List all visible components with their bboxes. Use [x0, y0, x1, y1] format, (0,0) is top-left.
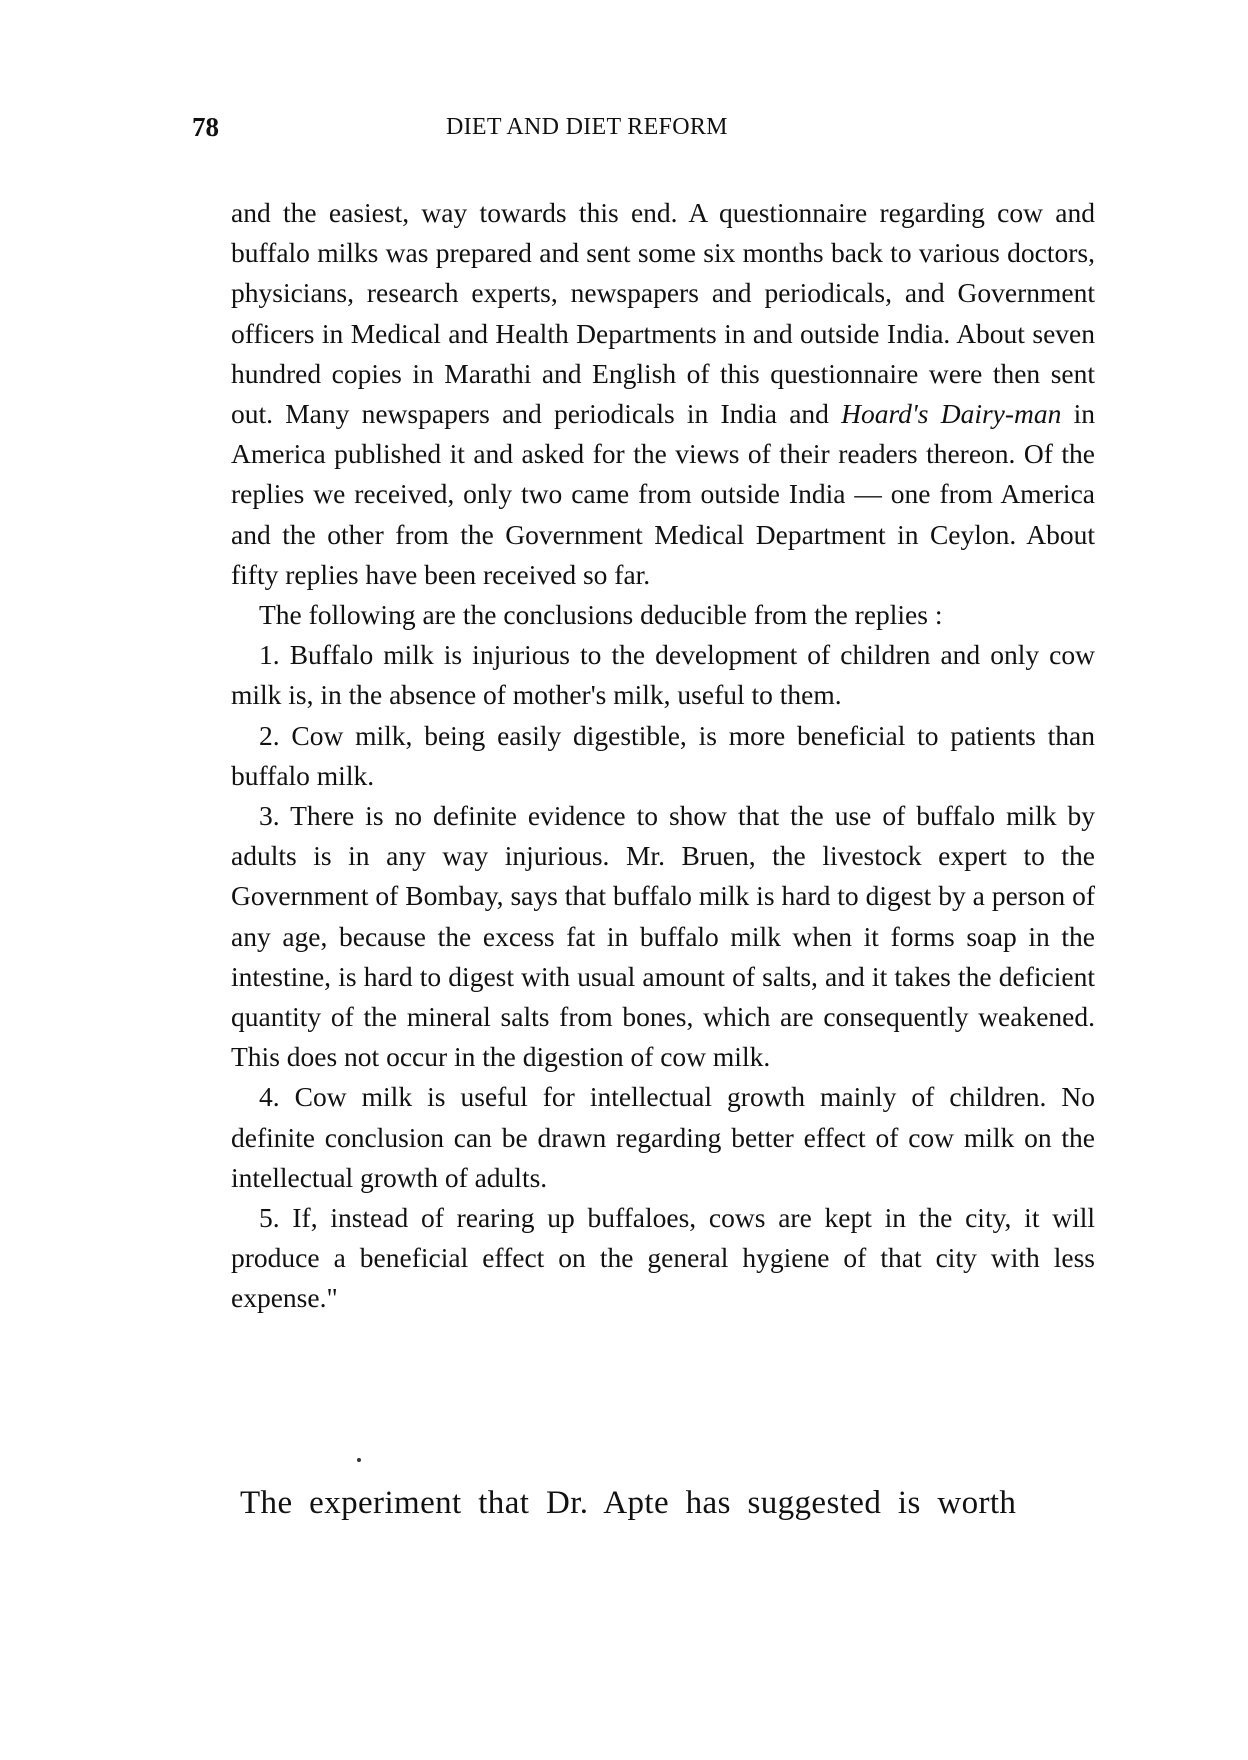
ink-speck [357, 1458, 361, 1462]
closing-line: The experiment that Dr. Apte has suggested is worth [240, 1485, 1017, 1521]
conclusion-item-3: 3. There is no definite evidence to show that the use of buffalo milk by adults is in any way injurious. Mr. Bruen, the livestock expert to the Government of Bombay, says that buffalo milk is hard to digest by a person of any age, because the excess fat in buffalo milk when it forms soap in the intestine, is hard to digest with usual amount of salts, and it takes the deficient quantity of the mineral salts from bones, which are consequently weakened. This does not occur in the digestion of cow milk. [231, 800, 1095, 1073]
publication-title: Hoard's Dairy-man [841, 398, 1062, 430]
page-number: 78 [192, 112, 219, 142]
conclusion-item-4: 4. Cow milk is useful for intellectual growth mainly of children. No definite conclusion can be drawn regarding better effect of cow milk on the intellectual growth of adults. [231, 1081, 1095, 1193]
paragraph-conclusions-intro: The following are the conclusions deducible from the replies : [259, 599, 943, 631]
conclusion-item-5: 5. If, instead of rearing up buffaloes, cows are kept in the city, it will produce a beneficial effect on the general hygiene of that city with less expense." [231, 1202, 1095, 1314]
running-title: DIET AND DIET REFORM [446, 114, 728, 140]
body-text [231, 193, 1095, 1319]
paragraph-questionnaire [231, 193, 1095, 595]
running-head [192, 112, 1092, 152]
paragraph-questionnaire-start: and the easiest, way towards this end. A questionnaire regarding cow and buffalo milks was prepared and sent some six months back to various doctors, physicians, research experts, newspapers and periodicals, and Government officers in Medical and Health Departments in and outside India. About seven hundred copies in Marathi and English of this questionnaire were then sent out. Many newspapers and periodicals in India and [231, 197, 1095, 430]
paragraph-questionnaire-end: in America published it and asked for the views of their readers thereon. Of the replies we received, only two came from outside India — one from America and the other from the Government Medical Department in Ceylon. About fifty replies have been received so far. [231, 398, 1095, 590]
conclusion-item-1: 1. Buffalo milk is injurious to the development of children and only cow milk is, in the absence of mother's milk, useful to them. [231, 639, 1095, 711]
conclusion-item-2: 2. Cow milk, being easily digestible, is more beneficial to patients than buffalo milk. [231, 719, 1095, 791]
